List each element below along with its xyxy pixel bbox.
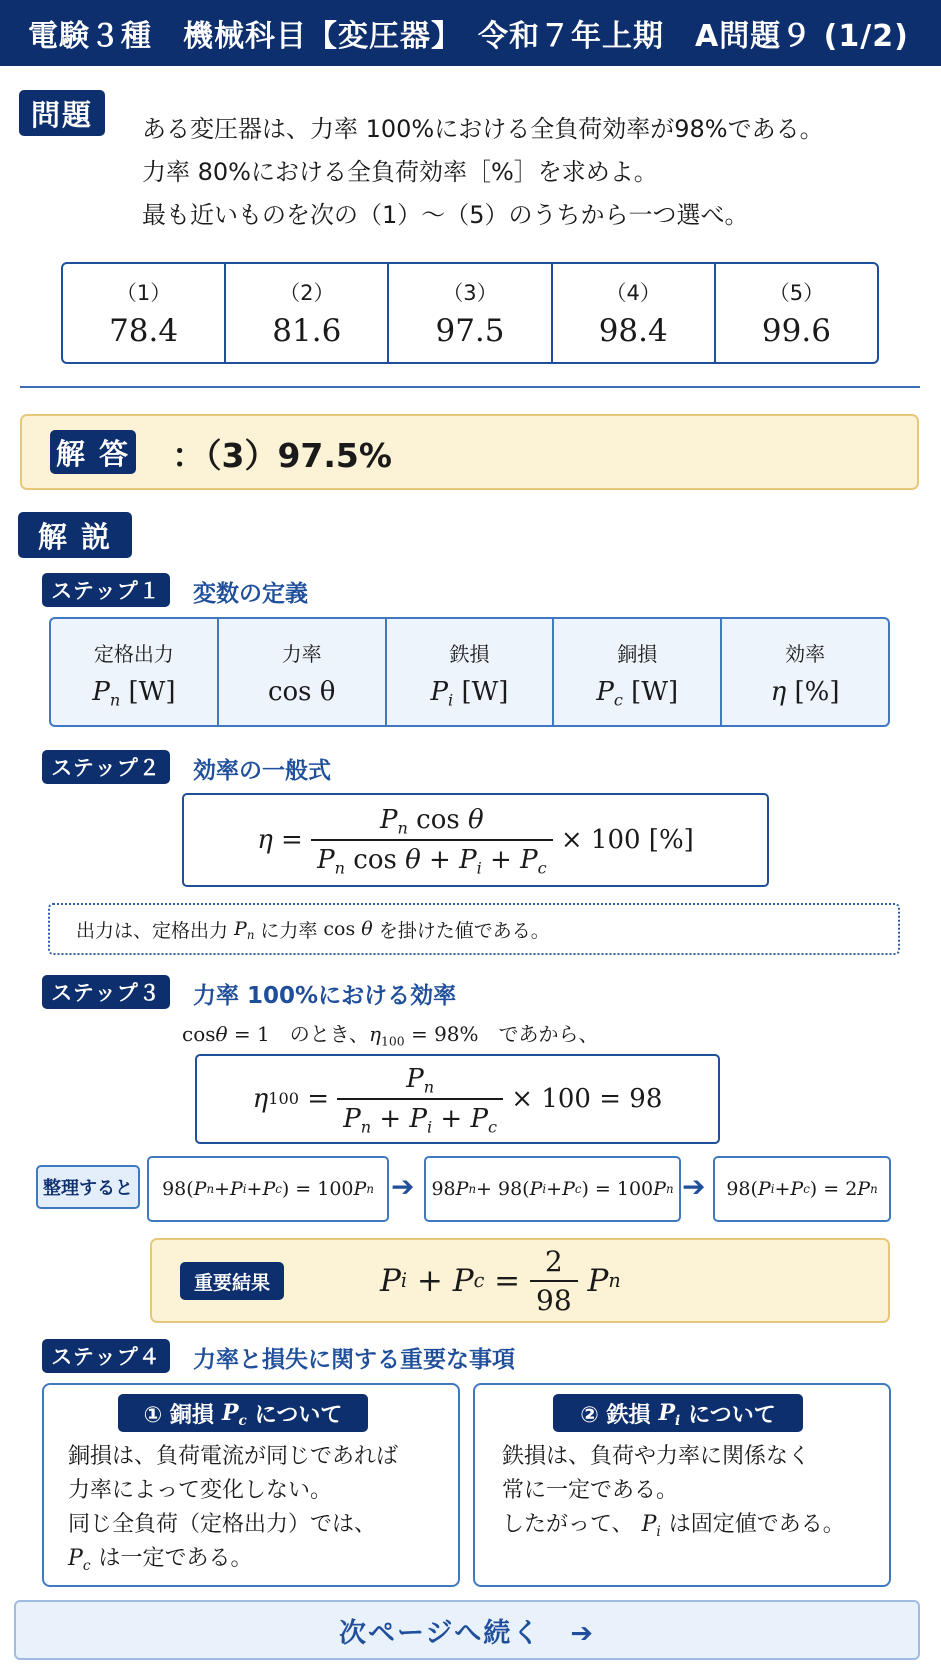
iron-loss-text: 鉄損は、負荷や力率に関係なく 常に一定である。 したがって、 $P_i$ は固定値である。 [502, 1444, 845, 1540]
question-line: 力率 80%における全負荷効率［%］を求めよ。 [142, 158, 658, 186]
arrow-right-icon: ➔ [682, 1170, 706, 1203]
output-note: 出力は、定格出力 $P_n$ に力率 cos θ を掛けた値である。 [48, 903, 900, 955]
choices-table [61, 262, 879, 364]
step2-title: 効率の一般式 [193, 758, 331, 784]
var-copper-loss: 銅損 $P_c$ [W] [554, 619, 722, 725]
iron-loss-title: ② 鉄損 $P_i$ について [553, 1394, 803, 1432]
choice-3: （3） 97.5 [389, 264, 552, 362]
question-line: ある変圧器は、力率 100%における全負荷効率が98%である。 [142, 115, 824, 143]
step4-badge: ステップ４ [42, 1339, 170, 1373]
var-efficiency: 効率 η [%] [770, 641, 840, 707]
var-iron-loss: 鉄損 $P_i$ [W] [387, 619, 555, 725]
variables-table [49, 617, 890, 727]
arrange-label: 整理すると [36, 1165, 140, 1209]
var-rated-output: 定格出力 $P_n$ [W] [51, 619, 219, 725]
copper-loss-title: ① 銅損 $P_c$ について [118, 1394, 368, 1432]
step3-condition: cosθ = 1 のとき、$\eta_{100} = 98\%$ であから、 [182, 1022, 599, 1049]
page-title: 電験３種 機械科目【変圧器】 令和７年上期 A問題９ (1/2) [28, 19, 909, 54]
answer-badge: 解 答 [50, 430, 136, 474]
step3-title: 力率 100%における効率 [193, 983, 457, 1009]
arrange-eq-3: 98( P i + P c ) = 2 P n [713, 1156, 891, 1222]
arrange-eq-1: 98( P n + P i + P c ) = 100 P n [147, 1156, 389, 1222]
choice-5: （5） 99.6 [761, 281, 831, 349]
arrow-right-icon: ➔ [391, 1170, 415, 1203]
arrange-eq-2: 98 P n + 98( P i + P c ) = 100 P n [424, 1156, 681, 1222]
question-text [142, 108, 824, 237]
step4-title: 力率と損失に関する重要な事項 [193, 1347, 515, 1373]
key-result-formula: P i + P c = $\frac{2}{98}$ P n [380, 1244, 621, 1317]
next-page-button[interactable]: 次ページへ続く ➔ [14, 1600, 920, 1660]
choice-1: （1） 78.4 [63, 264, 226, 362]
var-power-factor: 力率 cos θ [219, 619, 387, 725]
eta100-formula: η 100 = $\frac{P_n}{P_n + P_i + P_c}$ × 100 = 98 [195, 1054, 720, 1144]
explanation-badge: 解 説 [18, 512, 132, 558]
copper-loss-text: 銅損は、負荷電流が同じであれば 力率によって変化しない。 同じ全負荷（定格出力）では、 $P_c$ は一定である。 [68, 1444, 399, 1574]
answer-box [20, 414, 919, 490]
question-line: 最も近いものを次の（1）～（5）のうちから一つ選べ。 [142, 201, 749, 229]
step1-badge: ステップ１ [42, 573, 170, 607]
choice-2: （2） 81.6 [226, 264, 389, 362]
page-header [0, 0, 941, 66]
key-result-badge: 重要結果 [180, 1262, 284, 1300]
question-badge: 問題 [19, 90, 105, 136]
efficiency-formula: η = $\frac{P_n \cos \theta}{P_n \cos \theta + P_i + P_c}$ × 100 [%] [182, 793, 769, 887]
section-divider [20, 386, 920, 388]
choice-4: （4） 98.4 [553, 264, 716, 362]
step2-badge: ステップ２ [42, 750, 170, 784]
step3-badge: ステップ３ [42, 975, 170, 1009]
step1-title: 変数の定義 [193, 581, 308, 607]
answer-text: ：（3）97.5% [172, 436, 392, 475]
